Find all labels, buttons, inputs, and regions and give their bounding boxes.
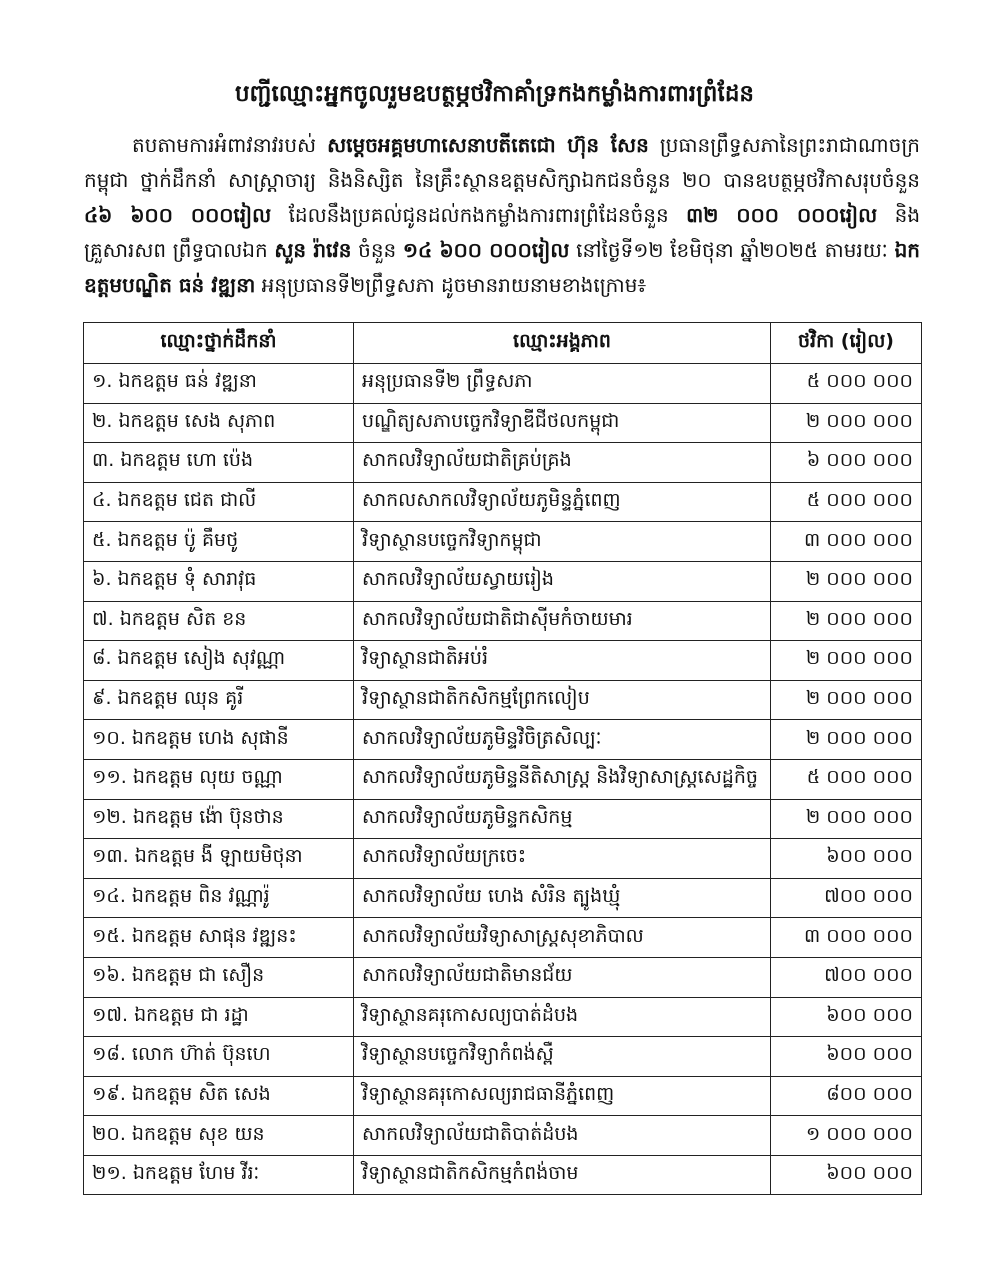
leader-name: ឯកឧត្តម លុយ ចណ្ណា <box>132 766 283 789</box>
leader-name: ឯកឧត្តម ធន់ វឌ្ឍនា <box>118 370 257 393</box>
intro-text: និងគ្រួសារសព ព្រឹទ្ធបាលឯក <box>84 203 921 262</box>
leader-name-cell <box>84 918 354 958</box>
leader-name-cell <box>84 364 354 404</box>
intro-text: ចំនួន <box>351 238 403 262</box>
row-number: ១៧. <box>92 1003 129 1026</box>
leader-name-cell <box>84 1116 354 1156</box>
unit-name-cell: សាកលវិទ្យាល័យវិទ្យាសាស្ត្រសុខាភិបាល <box>354 918 771 958</box>
table-row <box>84 403 922 443</box>
row-number: ៩. <box>92 687 112 710</box>
row-number: ៣. <box>92 449 115 472</box>
table-row <box>84 799 922 839</box>
row-number: ១១. <box>92 766 127 789</box>
table-row <box>84 482 922 522</box>
table-row <box>84 759 922 799</box>
intro-text: អនុប្រធានទី២ព្រឹទ្ធសភា ដូចមានរាយនាមខាងក្រោម៖ <box>255 273 647 297</box>
unit-name-cell: សាកលវិទ្យាល័យភូមិន្ទកសិកម្ម <box>354 799 771 839</box>
unit-name-cell: សាកលវិទ្យាល័យជាតិមានជ័យ <box>354 957 771 997</box>
row-number: ៤. <box>92 489 112 512</box>
leader-name-cell <box>84 680 354 720</box>
leader-name: ឯកឧត្តម ហេង សុផានី <box>131 726 289 749</box>
amount-cell: ២ ០០០ ០០០ <box>771 561 922 601</box>
unit-name-cell: វិទ្យាស្ថានបច្ចេកវិទ្យាកំពង់ស្ពឺ <box>354 1037 771 1077</box>
amount-cell: ២ ០០០ ០០០ <box>771 799 922 839</box>
leader-name-cell <box>84 641 354 681</box>
amount-cell: ៦ ០០០ ០០០ <box>771 443 922 483</box>
amount-cell: ៣ ០០០ ០០០ <box>771 918 922 958</box>
table-row <box>84 918 922 958</box>
table-row <box>84 878 922 918</box>
row-number: ១. <box>92 370 113 393</box>
leader-name: ឯកឧត្តម សិត ខន <box>119 607 247 630</box>
header-leader-name: ឈ្មោះថ្នាក់ដឹកនាំ <box>84 323 354 364</box>
intro-highlight: ឯកឧត្តមបណ្ឌិត ធន់ វឌ្ឍនា <box>84 238 920 297</box>
intro-highlight: សម្តេចអគ្គមហាសេនាបតីតេជោ ហ៊ុន សែន <box>327 133 649 157</box>
row-number: ២១. <box>92 1162 127 1185</box>
amount-cell: ៣ ០០០ ០០០ <box>771 522 922 562</box>
intro-text: ដែលនឹងប្រគល់ជូនដល់កងកម្លាំងការពារព្រំដែនចំនួន <box>271 203 687 227</box>
intro-text: ប្រធានព្រឹទ្ធសភានៃព្រះរាជាណាចក្រកម្ពុជា ថ្នាក់ដឹកនាំ សាស្ត្រាចារ្យ និងនិស្សិត នៃគ្រឹះស្ថានឧត្តមសិក្សាឯកជនចំនួន ២០ បានឧបត្ថម្ភថវិកាសរុបចំនួន <box>84 133 921 192</box>
leader-name: ឯកឧត្តម សុខ យន <box>131 1122 265 1145</box>
table-row <box>84 957 922 997</box>
unit-name-cell: សាកលសាកលវិទ្យាល័យភូមិន្ទភ្នំពេញ <box>354 482 771 522</box>
amount-cell: ៥ ០០០ ០០០ <box>771 364 922 404</box>
row-number: ៧. <box>92 607 114 630</box>
leader-name: ឯកឧត្តម សិត សេង <box>131 1082 271 1105</box>
leader-name-cell <box>84 839 354 879</box>
unit-name-cell: វិទ្យាស្ថានជាតិអប់រំ <box>354 641 771 681</box>
document-title: បញ្ជីឈ្មោះអ្នកចូលរួមឧបត្ថម្ភថវិកាគាំទ្រកងកម្លាំងការពារព្រំដែន <box>234 81 755 107</box>
unit-name-cell: សាកលវិទ្យាល័យភូមិន្ទវិចិត្រសិល្បៈ <box>354 720 771 760</box>
row-number: ១៦. <box>92 964 126 987</box>
intro-highlight: ១៤ ៦០០ ០០០រៀល <box>402 238 570 262</box>
leader-name-cell <box>84 443 354 483</box>
unit-name-cell: អនុប្រធានទី២ ព្រឹទ្ធសភា <box>354 364 771 404</box>
leader-name-cell <box>84 997 354 1037</box>
leader-name: ឯកឧត្តម សាផុន វឌ្ឍនះ <box>131 924 297 947</box>
table-row <box>84 680 922 720</box>
row-number: ១៨. <box>92 1043 126 1066</box>
amount-cell: ១ ០០០ ០០០ <box>771 1116 922 1156</box>
table-header-row <box>84 323 922 364</box>
amount-cell: ៥ ០០០ ០០០ <box>771 482 922 522</box>
unit-name-cell: វិទ្យាស្ថានបច្ចេកវិទ្យាកម្ពុជា <box>354 522 771 562</box>
unit-name-cell: សាកលវិទ្យាល័យក្រចេះ <box>354 839 771 879</box>
donor-table-body <box>84 364 922 1195</box>
donor-table <box>83 322 922 1195</box>
amount-cell: ២ ០០០ ០០០ <box>771 641 922 681</box>
row-number: ៨. <box>92 647 112 670</box>
leader-name: លោក ហ៊ាត់ ប៊ុនហេ <box>131 1043 271 1066</box>
amount-cell: ៦០០ ០០០ <box>771 997 922 1037</box>
row-number: ១៤. <box>92 885 126 908</box>
leader-name: ឯកឧត្តម សៀង សុវណ្ណា <box>117 647 286 670</box>
unit-name-cell: សាកលវិទ្យាល័យ ហេង សំរិន ត្បូងឃ្មុំ <box>354 878 771 918</box>
unit-name-cell: វិទ្យាស្ថានគរុកោសល្យរាជធានីភ្នំពេញ <box>354 1076 771 1116</box>
leader-name-cell <box>84 878 354 918</box>
row-number: ១៩. <box>92 1082 126 1105</box>
table-row <box>84 641 922 681</box>
leader-name: ឯកឧត្តម ជា សឿន <box>131 964 265 987</box>
table-row <box>84 443 922 483</box>
leader-name: ឯកឧត្តម ប៉ូ គឹមថូ <box>117 528 239 551</box>
leader-name-cell <box>84 601 354 641</box>
leader-name: ឯកឧត្តម សេង សុភាព <box>118 409 276 432</box>
intro-paragraph <box>84 128 920 303</box>
leader-name-cell <box>84 403 354 443</box>
row-number: ២. <box>92 409 113 432</box>
intro-text: នៅថ្ងៃទី១២ ខែមិថុនា ឆ្នាំ២០២៥ តាមរយៈ <box>569 238 895 262</box>
leader-name: ឯកឧត្តម ហែម វីរៈ <box>132 1162 260 1185</box>
amount-cell: ៥ ០០០ ០០០ <box>771 759 922 799</box>
amount-cell: ៧០០ ០០០ <box>771 957 922 997</box>
leader-name: ឯកឧត្តម ហោ ប៉េង <box>120 449 254 472</box>
intro-highlight: ៤៦ ៦០០ ០០០រៀល <box>84 203 272 227</box>
leader-name-cell <box>84 720 354 760</box>
header-amount: ថវិកា (រៀល) <box>771 323 922 364</box>
leader-name: ឯកឧត្តម ងី ឡាយមិថុនា <box>134 845 303 868</box>
leader-name-cell <box>84 1076 354 1116</box>
row-number: ១២. <box>92 805 127 828</box>
leader-name-cell <box>84 1037 354 1077</box>
leader-name: ឯកឧត្តម ជា រដ្ឋា <box>134 1003 249 1026</box>
table-row <box>84 839 922 879</box>
leader-name-cell <box>84 759 354 799</box>
amount-cell: ៦០០ ០០០ <box>771 839 922 879</box>
amount-cell: ២ ០០០ ០០០ <box>771 720 922 760</box>
leader-name-cell <box>84 561 354 601</box>
table-row <box>84 1037 922 1077</box>
unit-name-cell: សាកលវិទ្យាល័យជាតិគ្រប់គ្រង <box>354 443 771 483</box>
amount-cell: ៦០០ ០០០ <box>771 1037 922 1077</box>
table-row <box>84 522 922 562</box>
table-row <box>84 601 922 641</box>
amount-cell: ៦០០ ០០០ <box>771 1155 922 1195</box>
leader-name: ឯកឧត្តម ង៉ោ ប៊ុនថាន <box>132 805 284 828</box>
unit-name-cell: បណ្ឌិត្យសភាបច្ចេកវិទ្យាឌីជីថលកម្ពុជា <box>354 403 771 443</box>
table-row <box>84 997 922 1037</box>
row-number: ១៥. <box>92 924 126 947</box>
unit-name-cell: សាកលវិទ្យាល័យស្វាយរៀង <box>354 561 771 601</box>
unit-name-cell: វិទ្យាស្ថានជាតិកសិកម្មកំពង់ចាម <box>354 1155 771 1195</box>
leader-name-cell <box>84 1155 354 1195</box>
table-row <box>84 561 922 601</box>
table-row <box>84 1116 922 1156</box>
unit-name-cell: សាកលវិទ្យាល័យជាតិជាស៊ីមកំចាយមារ <box>354 601 771 641</box>
leader-name-cell <box>84 522 354 562</box>
amount-cell: ២ ០០០ ០០០ <box>771 680 922 720</box>
table-row <box>84 364 922 404</box>
table-row <box>84 720 922 760</box>
leader-name: ឯកឧត្តម ពិន វណ្ណារ៉ូ <box>131 885 270 908</box>
unit-name-cell: វិទ្យាស្ថានគរុកោសល្យបាត់ដំបង <box>354 997 771 1037</box>
leader-name: ឯកឧត្តម ទុំ សារាវុធ <box>117 568 257 591</box>
intro-text: តបតាមការអំពាវនាវរបស់ <box>132 133 328 157</box>
row-number: ២០. <box>92 1122 126 1145</box>
intro-highlight: ៣២ ០០០ ០០០រៀល <box>686 203 878 227</box>
unit-name-cell: សាកលវិទ្យាល័យភូមិន្ទនីតិសាស្ត្រ និងវិទ្យាសាស្ត្រសេដ្ឋកិច្ច <box>354 759 771 799</box>
table-row <box>84 1155 922 1195</box>
row-number: ១៣. <box>92 845 129 868</box>
row-number: ៦. <box>92 568 112 591</box>
leader-name: ឯកឧត្តម ឈុន គូរី <box>117 687 244 710</box>
row-number: ១០. <box>92 726 126 749</box>
unit-name-cell: សាកលវិទ្យាល័យជាតិបាត់ដំបង <box>354 1116 771 1156</box>
unit-name-cell: វិទ្យាស្ថានជាតិកសិកម្មព្រែកលៀប <box>354 680 771 720</box>
intro-highlight: សួន រ៉ាវេន <box>274 238 352 262</box>
leader-name-cell <box>84 957 354 997</box>
header-unit-name: ឈ្មោះអង្គភាព <box>354 323 771 364</box>
table-row <box>84 1076 922 1116</box>
amount-cell: ២ ០០០ ០០០ <box>771 601 922 641</box>
leader-name-cell <box>84 482 354 522</box>
amount-cell: ២ ០០០ ០០០ <box>771 403 922 443</box>
amount-cell: ៨០០ ០០០ <box>771 1076 922 1116</box>
amount-cell: ៧០០ ០០០ <box>771 878 922 918</box>
leader-name: ឯកឧត្តម ជេត ជាលី <box>117 489 257 512</box>
row-number: ៥. <box>92 528 112 551</box>
leader-name-cell <box>84 799 354 839</box>
